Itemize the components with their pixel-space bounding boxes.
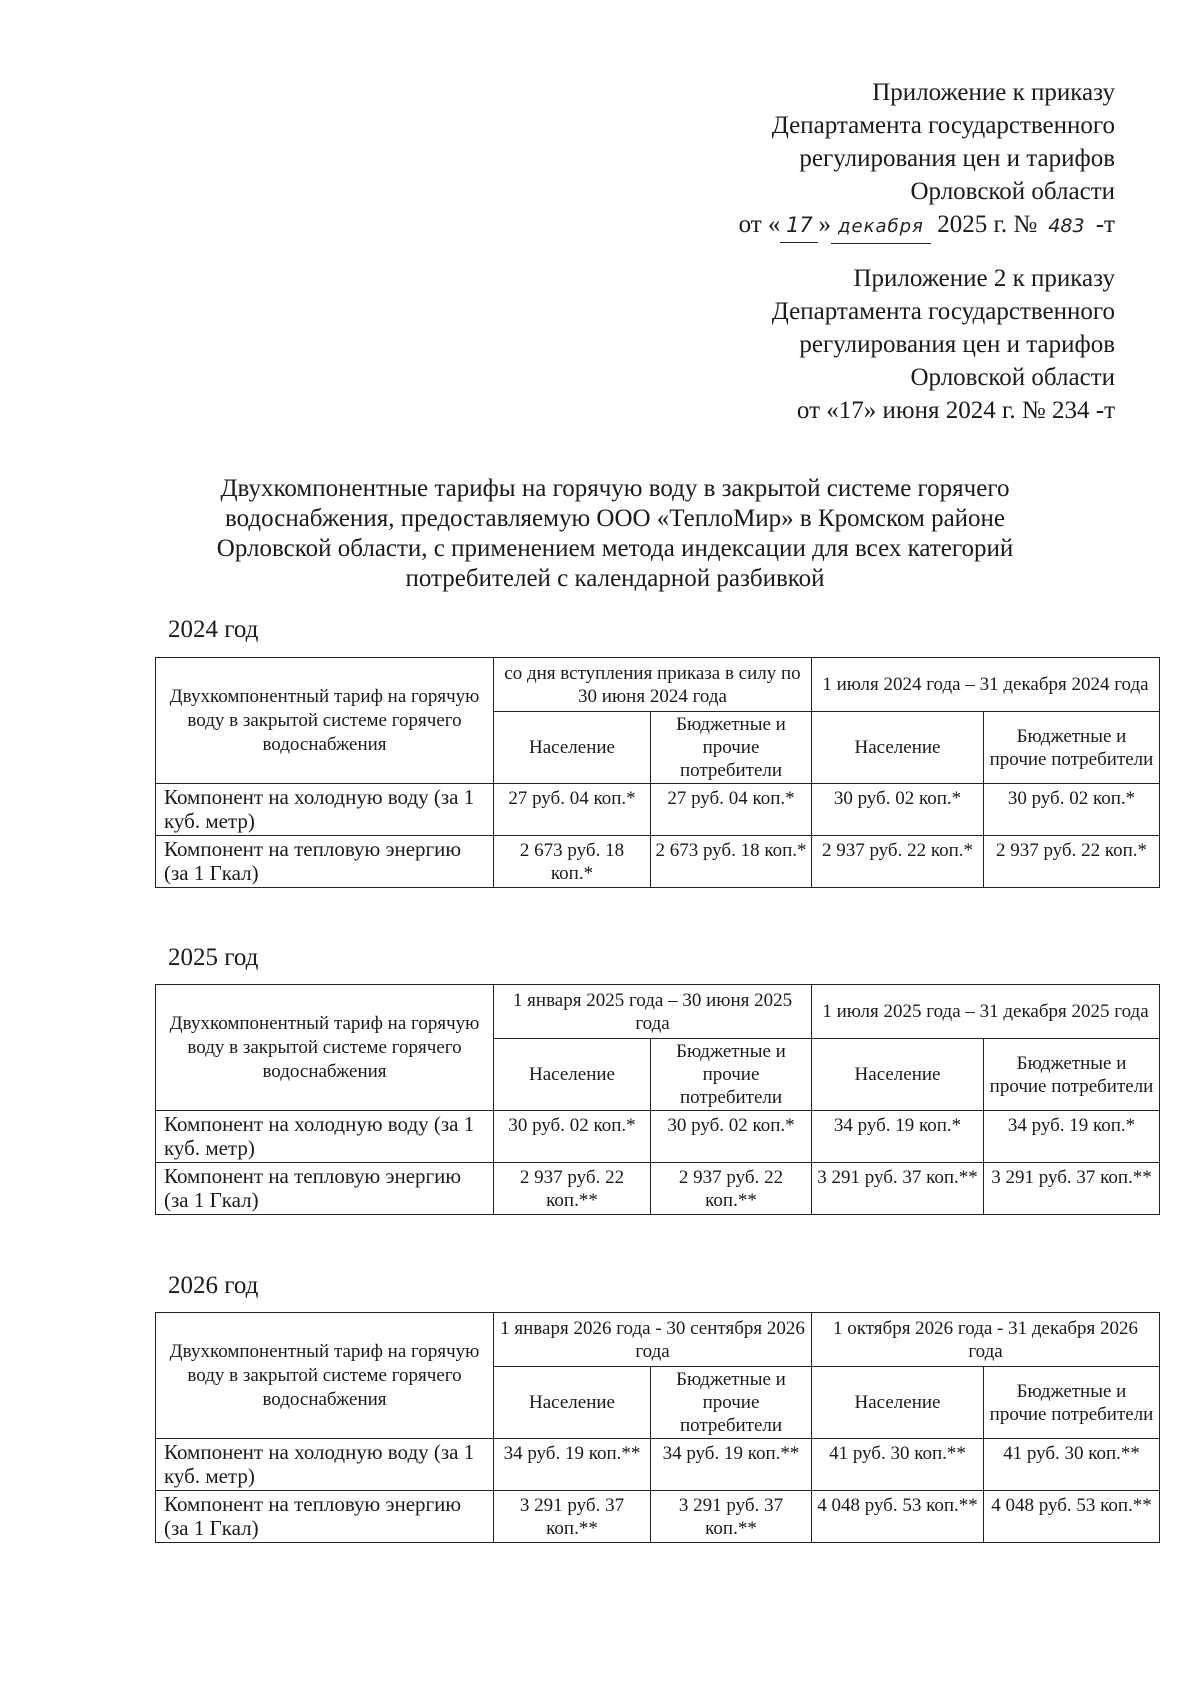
category-header: Бюджетные и прочие потребители (651, 712, 812, 784)
tariff-value: 34 руб. 19 коп.* (984, 1111, 1160, 1163)
table-corner-header: Двухкомпонентный тариф на горячую воду в закрытой системе горячего водоснабжения (156, 1313, 494, 1439)
header-line: Департамента государственного (771, 112, 1115, 139)
tariff-value: 2 937 руб. 22 коп.* (984, 836, 1160, 888)
handwritten-day: 17 (780, 209, 818, 243)
row-label: Компонент на тепловую энергию (за 1 Гкал) (156, 836, 494, 888)
category-header: Бюджетные и прочие потребители (984, 1039, 1160, 1111)
category-header: Бюджетные и прочие потребители (651, 1039, 812, 1111)
tariff-value: 4 048 руб. 53 коп.** (812, 1491, 984, 1543)
tariff-value: 4 048 руб. 53 коп.** (984, 1491, 1160, 1543)
table-row (156, 1111, 1160, 1163)
category-header: Население (494, 712, 651, 784)
period-header: 1 июля 2024 года – 31 декабря 2024 года (812, 658, 1160, 712)
category-header: Население (812, 712, 984, 784)
header-line: регулирования цен и тарифов (799, 145, 1115, 172)
tariff-value: 3 291 руб. 37 коп.** (651, 1491, 812, 1543)
table-row (156, 1163, 1160, 1215)
tariff-value: 30 руб. 02 коп.* (651, 1111, 812, 1163)
tariff-value: 34 руб. 19 коп.** (494, 1439, 651, 1491)
category-header: Бюджетные и прочие потребители (984, 712, 1160, 784)
title-line: водоснабжения, предоставляемую ООО «ТеплоМир» в Кромском районе (224, 505, 1006, 532)
tariff-table-2024 (155, 657, 1160, 888)
tariff-value: 30 руб. 02 коп.* (984, 784, 1160, 836)
category-header: Бюджетные и прочие потребители (984, 1367, 1160, 1439)
tariff-value: 41 руб. 30 коп.** (984, 1439, 1160, 1491)
document-title (150, 474, 1080, 594)
table-corner-header: Двухкомпонентный тариф на горячую воду в закрытой системе горячего водоснабжения (156, 985, 494, 1111)
title-line: Орловской области, с применением метода индексации для всех категорий (216, 535, 1014, 562)
order-suffix: -т (1089, 211, 1115, 238)
period-header: 1 июля 2025 года – 31 декабря 2025 года (812, 985, 1160, 1039)
row-label: Компонент на холодную воду (за 1 куб. метр) (156, 784, 494, 836)
tariff-value: 3 291 руб. 37 коп.** (494, 1491, 651, 1543)
year-heading-2024: 2024 год (168, 616, 259, 643)
date-prefix: от « (738, 211, 781, 238)
category-header: Население (494, 1039, 651, 1111)
table-row (156, 836, 1160, 888)
tariff-table-2025 (155, 984, 1160, 1215)
header-line: Орловской области (910, 178, 1115, 205)
period-header: 1 января 2026 года - 30 сентября 2026 года (494, 1313, 812, 1367)
header-line: от «17» июня 2024 г. № 234 -т (796, 397, 1115, 424)
tariff-value: 2 937 руб. 22 коп.** (651, 1163, 812, 1215)
tariff-value: 3 291 руб. 37 коп.** (812, 1163, 984, 1215)
tariff-table-2026 (155, 1312, 1160, 1543)
tariff-value: 27 руб. 04 коп.* (494, 784, 651, 836)
year-heading-2026: 2026 год (168, 1272, 259, 1299)
table-corner-header: Двухкомпонентный тариф на горячую воду в закрытой системе горячего водоснабжения (156, 658, 494, 784)
period-header: со дня вступления приказа в силу по 30 июня 2024 года (494, 658, 812, 712)
category-header: Население (812, 1039, 984, 1111)
period-header: 1 января 2025 года – 30 июня 2025 года (494, 985, 812, 1039)
appendix-header-original (772, 262, 1115, 427)
tariff-value: 27 руб. 04 коп.* (651, 784, 812, 836)
title-line: Двухкомпонентные тарифы на горячую воду в закрытой системе горячего (220, 475, 1010, 502)
header-line: Приложение 2 к приказу (853, 265, 1115, 292)
tariff-value: 34 руб. 19 коп.* (812, 1111, 984, 1163)
handwritten-month: декабря (831, 210, 931, 244)
header-line: Приложение к приказу (872, 79, 1115, 106)
table-row (156, 784, 1160, 836)
table-row (156, 1439, 1160, 1491)
appendix-header-current (739, 76, 1115, 244)
title-line: потребителей с календарной разбивкой (405, 565, 825, 592)
category-header: Бюджетные и прочие потребители (651, 1367, 812, 1439)
header-line: Орловской области (910, 364, 1115, 391)
tariff-value: 2 937 руб. 22 коп.* (812, 836, 984, 888)
row-label: Компонент на холодную воду (за 1 куб. метр) (156, 1439, 494, 1491)
category-header: Население (812, 1367, 984, 1439)
tariff-value: 2 673 руб. 18 коп.* (651, 836, 812, 888)
tariff-value: 2 937 руб. 22 коп.** (494, 1163, 651, 1215)
table-row (156, 1491, 1160, 1543)
tariff-value: 41 руб. 30 коп.** (812, 1439, 984, 1491)
tariff-value: 30 руб. 02 коп.* (812, 784, 984, 836)
tariff-value: 3 291 руб. 37 коп.** (984, 1163, 1160, 1215)
row-label: Компонент на холодную воду (за 1 куб. метр) (156, 1111, 494, 1163)
row-label: Компонент на тепловую энергию (за 1 Гкал) (156, 1163, 494, 1215)
year-part: 2025 г. № (930, 211, 1044, 238)
order-date-line (739, 208, 1115, 244)
row-label: Компонент на тепловую энергию (за 1 Гкал) (156, 1491, 494, 1543)
category-header: Население (494, 1367, 651, 1439)
header-line: регулирования цен и тарифов (799, 331, 1115, 358)
tariff-value: 30 руб. 02 коп.* (494, 1111, 651, 1163)
tariff-value: 34 руб. 19 коп.** (651, 1439, 812, 1491)
year-heading-2025: 2025 год (168, 944, 259, 971)
tariff-value: 2 673 руб. 18 коп.* (494, 836, 651, 888)
header-line: Департамента государственного (771, 298, 1115, 325)
period-header: 1 октября 2026 года - 31 декабря 2026 года (812, 1313, 1160, 1367)
date-close: » (818, 211, 831, 238)
handwritten-order-number: 483 (1048, 215, 1085, 237)
